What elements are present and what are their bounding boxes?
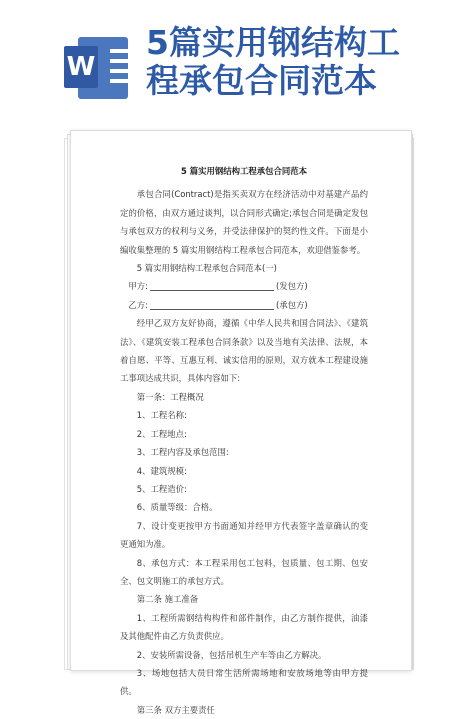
party-b-suffix: (承包方) [276, 299, 308, 310]
list-item: 7、设计变更按甲方书面通知并经甲方代表签字盖章确认的变更通知为准。 [120, 520, 368, 550]
list-item: 2、工程地点: [136, 428, 187, 439]
page-title [146, 24, 466, 100]
party-b-blank [150, 296, 274, 310]
party-b-label: 乙方: [128, 299, 148, 310]
word-icon-line [110, 49, 136, 53]
intro-paragraph: 承包合同(Contract)是指买卖双方在经济活动中对基建产品约定的价格，由双方通过谈判，以合同形式确定;承包合同是确定发包与承包双方的权利与义务，并受法律保护的契约性文件。下面是小编收集整理的 5 篇实用钢结构工程承包合同范本，欢迎借鉴参考。 [120, 189, 368, 255]
word-icon-line [110, 79, 136, 83]
article-2-heading: 第二条 施工准备 [136, 594, 199, 605]
agreement-paragraph: 经甲乙双方友好协商，遵循《中华人民共和国合同法》、《建筑法》、《建筑安装工程承包合同条款》以及当地有关法律、法规，本着自愿、平等、互惠互利、诚实信用的原则，双方就本工程建设施工事项达成共识，具体内容如下: [120, 318, 368, 384]
page-title-line1: 5篇实用钢结构工 [146, 23, 400, 62]
party-b-line [120, 296, 368, 314]
header [0, 0, 474, 110]
list-item: 3、场地包括人员日常生活所需场地和安放场地等由甲方提供。 [120, 667, 368, 697]
list-item: 1、工程所需钢结构构件和部件制作，由乙方制作提供，油漆及其他配件由乙方负责供应。 [120, 612, 368, 642]
list-item: 5、工程造价: [136, 483, 187, 494]
list-item: 4、建筑规模: [136, 465, 187, 476]
party-a-label: 甲方: [128, 281, 148, 292]
word-icon-letter: W [64, 46, 98, 88]
article-1-heading: 第一条：工程概况 [136, 391, 204, 402]
list-item: 1、工程名称: [136, 410, 187, 421]
contract-subtitle: 5 篇实用钢结构工程承包合同范本(一) [136, 263, 277, 274]
list-item: 3、工程内容及承包范围: [136, 447, 229, 458]
party-a-suffix: (发包方) [276, 281, 308, 292]
word-icon-line [110, 69, 136, 73]
list-item: 6、质量等级：合格。 [136, 502, 218, 513]
list-item: 8、承包方式：本工程采用包工包料，包质量、包工期、包安全、包文明施工的承包方式。 [120, 557, 368, 586]
document-heading: 5 篇实用钢结构工程承包合同范本 [181, 166, 307, 176]
word-icon-line [110, 59, 136, 63]
word-icon [64, 37, 130, 99]
page-title-line2: 程承包合同范本 [146, 61, 377, 100]
party-a-line [120, 277, 368, 295]
list-item: 2、安装所需设备，包括吊机生产车等由乙方解决。 [136, 649, 327, 660]
article-3-heading: 第三条 双方主要责任 [136, 704, 215, 715]
party-a-blank [150, 277, 274, 291]
document-content [120, 162, 368, 719]
